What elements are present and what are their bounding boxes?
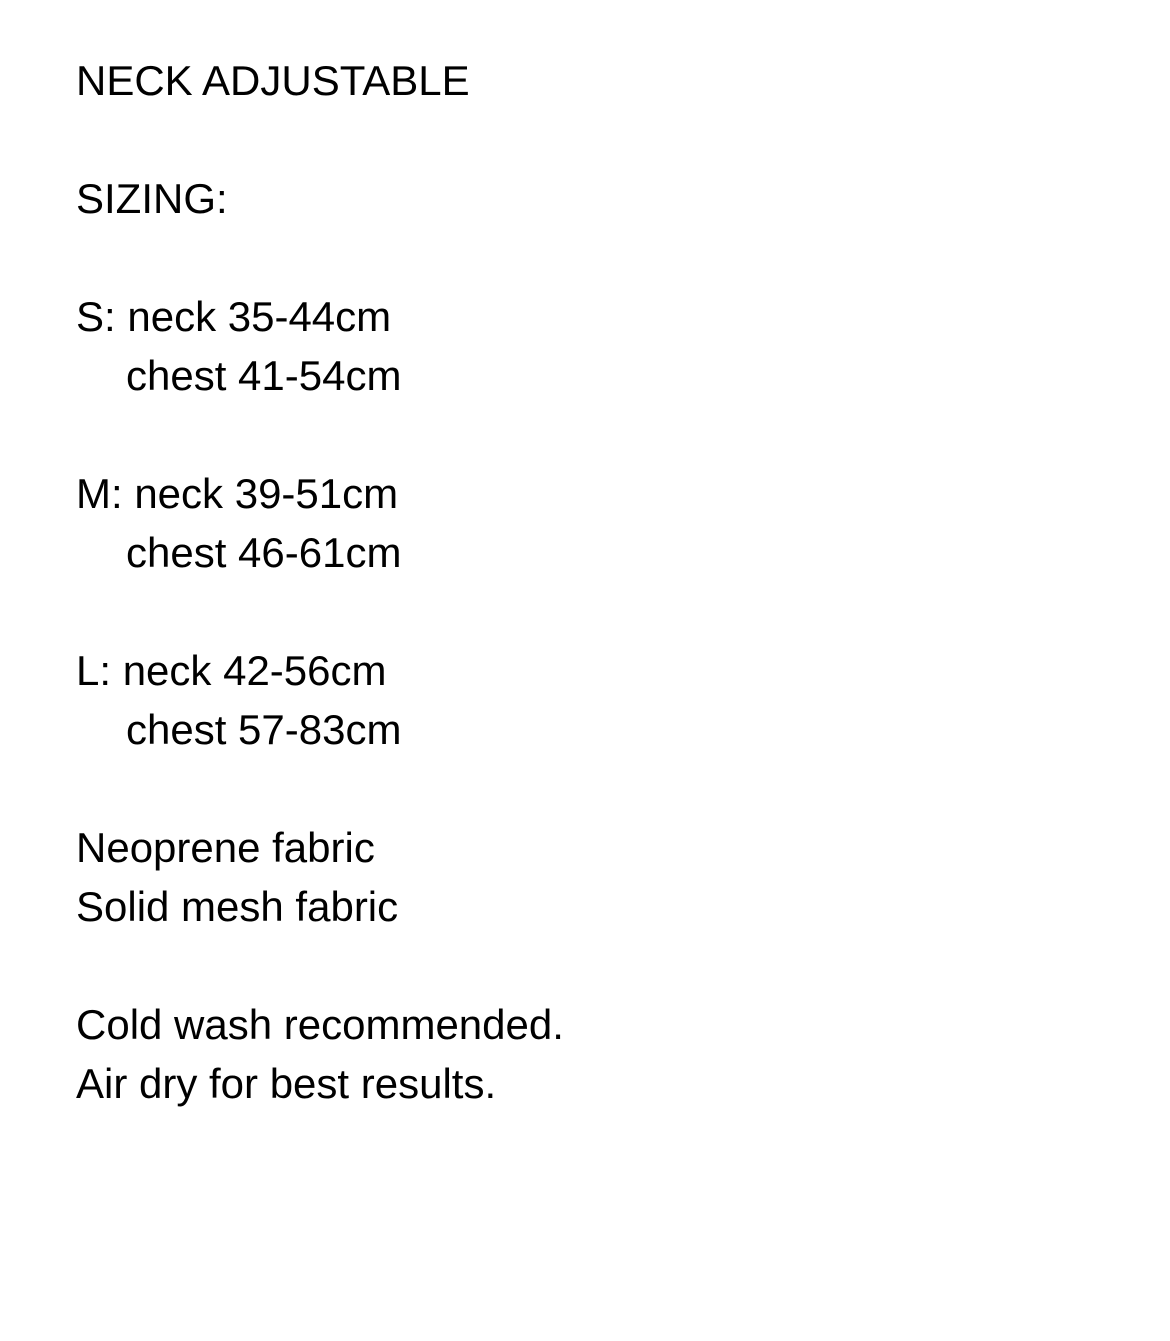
size-m-neck: M: neck 39-51cm (76, 470, 399, 517)
size-s-chest: chest 41-54cm (126, 352, 402, 399)
material-neoprene: Neoprene fabric (76, 824, 375, 871)
product-description (76, 0, 1076, 1341)
sizing-label: SIZING: (76, 175, 228, 222)
size-m-chest: chest 46-61cm (126, 529, 402, 576)
care-dry: Air dry for best results. (76, 1060, 497, 1107)
heading-neck-adjustable: NECK ADJUSTABLE (76, 57, 470, 104)
size-l-chest: chest 57-83cm (126, 706, 402, 753)
care-wash: Cold wash recommended. (76, 1001, 564, 1048)
size-s-neck: S: neck 35-44cm (76, 293, 392, 340)
size-l-neck: L: neck 42-56cm (76, 647, 387, 694)
material-mesh: Solid mesh fabric (76, 883, 399, 930)
